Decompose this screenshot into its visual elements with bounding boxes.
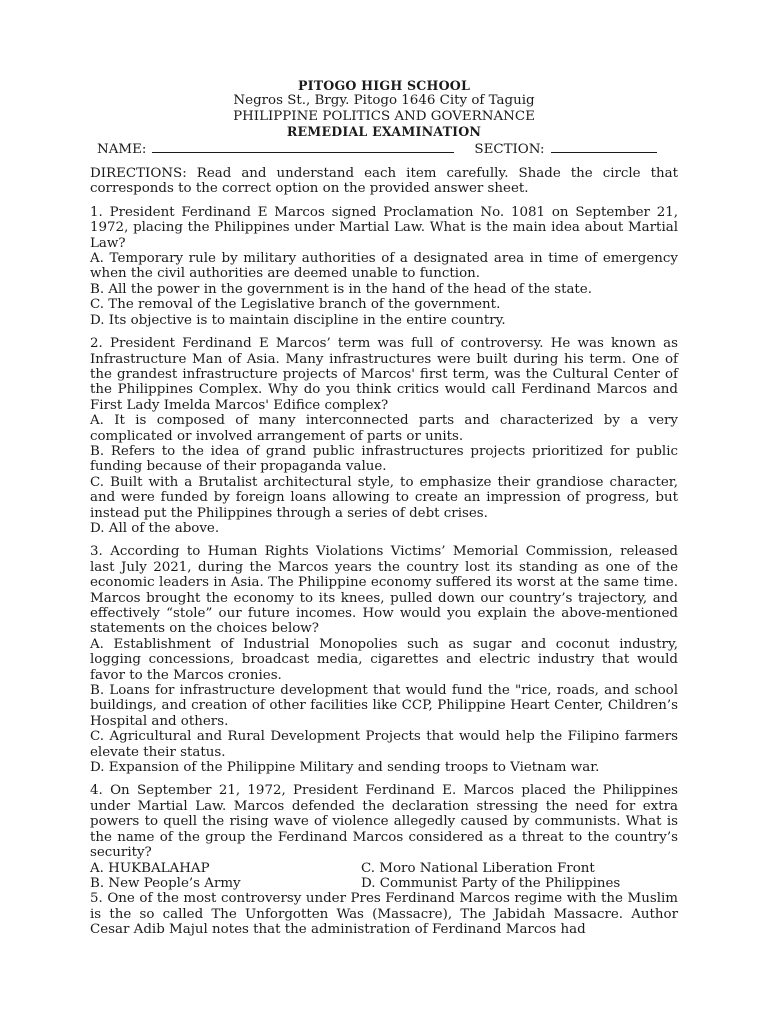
question-2 [90, 336, 678, 536]
question-stem: 4. On September 21, 1972, President Ferdinand E. Marcos placed the Philippines under Martial Law. Marcos defended the declaration stressing the need for extra powers to quell the rising wave of violence allegedly caused by communists. What is the name of the group the Ferdinand Marcos considered as a threat to the country’s security? [90, 783, 678, 861]
section-field[interactable] [551, 140, 657, 153]
option-b: B. Refers to the idea of grand public infrastructures projects prioritized for public funding because of their propaganda value. [90, 443, 678, 475]
exam-title: REMEDIAL EXAMINATION [286, 124, 482, 140]
name-section-row [97, 140, 678, 157]
option-c: C. Agricultural and Rural Development Projects that would help the Filipino farmers elevate their status. [90, 729, 678, 760]
option-d: D. Communist Party of the Philippines [361, 875, 621, 891]
question-stem: 1. President Ferdinand E Marcos signed Proclamation No. 1081 on September 21, 1972, placing the Philippines under Martial Law. What is the main idea about Martial Law? [90, 204, 678, 251]
name-field[interactable] [152, 140, 454, 153]
option-b: B. New People’s Army [90, 875, 241, 891]
option-a: A. Establishment of Industrial Monopolies such as sugar and coconut industry, logging concessions, broadcast media, cigarettes and electric industry that would favor to the Marcos cronies. [90, 636, 678, 683]
option-c: C. Moro National Liberation Front [361, 860, 595, 876]
question-stem: 3. According to Human Rights Violations Victims’ Memorial Commission, released last July 2021, during the Marcos years the country lost its standing as one of the economic leaders in Asia. The Philippine economy suffered its worst at the same time. Marcos brought the economy to its knees, pulled down our country’s trajectory, and effectively “stole” our future incomes. How would you explain the above-mentioned statements on the choices below? [90, 544, 678, 637]
question-5 [90, 891, 678, 937]
name-label: NAME: [97, 141, 147, 157]
option-a: A. It is composed of many interconnected parts and characterized by a very complicated or involved arrangement of parts or units. [90, 413, 678, 444]
question-4 [90, 783, 678, 891]
school-address: Negros St., Brgy. Pitogo 1646 City of Taguig [233, 93, 535, 109]
question-stem: 2. President Ferdinand E Marcos’ term was full of controversy. He was known as Infrastructure Man of Asia. Many infrastructures were built during his term. One of the grandest infrastructure projects of Marcos' first term, was the Cultural Center of the Philippines Complex. Why do you think critics would call Ferdinand Marcos and First Lady Imelda Marcos' Edifice complex? [90, 336, 678, 413]
school-name: PITOGO HIGH SCHOOL [297, 78, 471, 93]
option-d: D. Expansion of the Philippine Military and sending troops to Vietnam war. [90, 760, 600, 776]
option-b: B. Loans for infrastructure development that would fund the "rice, roads, and school buildings, and creation of other facilities like CCP, Philippine Heart Center, Children’s Hospital and others. [90, 683, 678, 729]
directions-text: DIRECTIONS: Read and understand each item carefully. Shade the circle that corresponds to the correct option on the provided answer sheet. [90, 166, 678, 197]
exam-page [90, 78, 678, 938]
subject-title: PHILIPPINE POLITICS AND GOVERNANCE [233, 108, 535, 124]
option-a: A. HUKBALAHAP [90, 860, 210, 876]
option-a: A. Temporary rule by military authorities of a designated area in time of emergency when the civil authorities are deemed unable to function. [90, 251, 678, 282]
options-grid [90, 861, 678, 892]
question-stem: 5. One of the most controversy under Pres Ferdinand Marcos regime with the Muslim is the so called The Unforgotten Was (Massacre), The Jabidah Massacre. Author Cesar Adib Majul notes that the administration of Ferdinand Marcos had [90, 891, 678, 938]
question-3 [90, 544, 678, 775]
option-d: D. Its objective is to maintain discipline in the entire country. [90, 312, 506, 328]
question-1 [90, 205, 678, 328]
option-c: C. The removal of the Legislative branch of the government. [90, 297, 501, 313]
directions-block [90, 166, 678, 197]
option-c: C. Built with a Brutalist architectural style, to emphasize their grandiose character, and were funded by foreign loans allowing to create an impression of progress, but instead put the Philippines through a series of debt crises. [90, 474, 678, 521]
option-d: D. All of the above. [90, 520, 220, 536]
section-label: SECTION: [474, 141, 545, 157]
option-b: B. All the power in the government is in the hand of the head of the state. [90, 281, 592, 297]
